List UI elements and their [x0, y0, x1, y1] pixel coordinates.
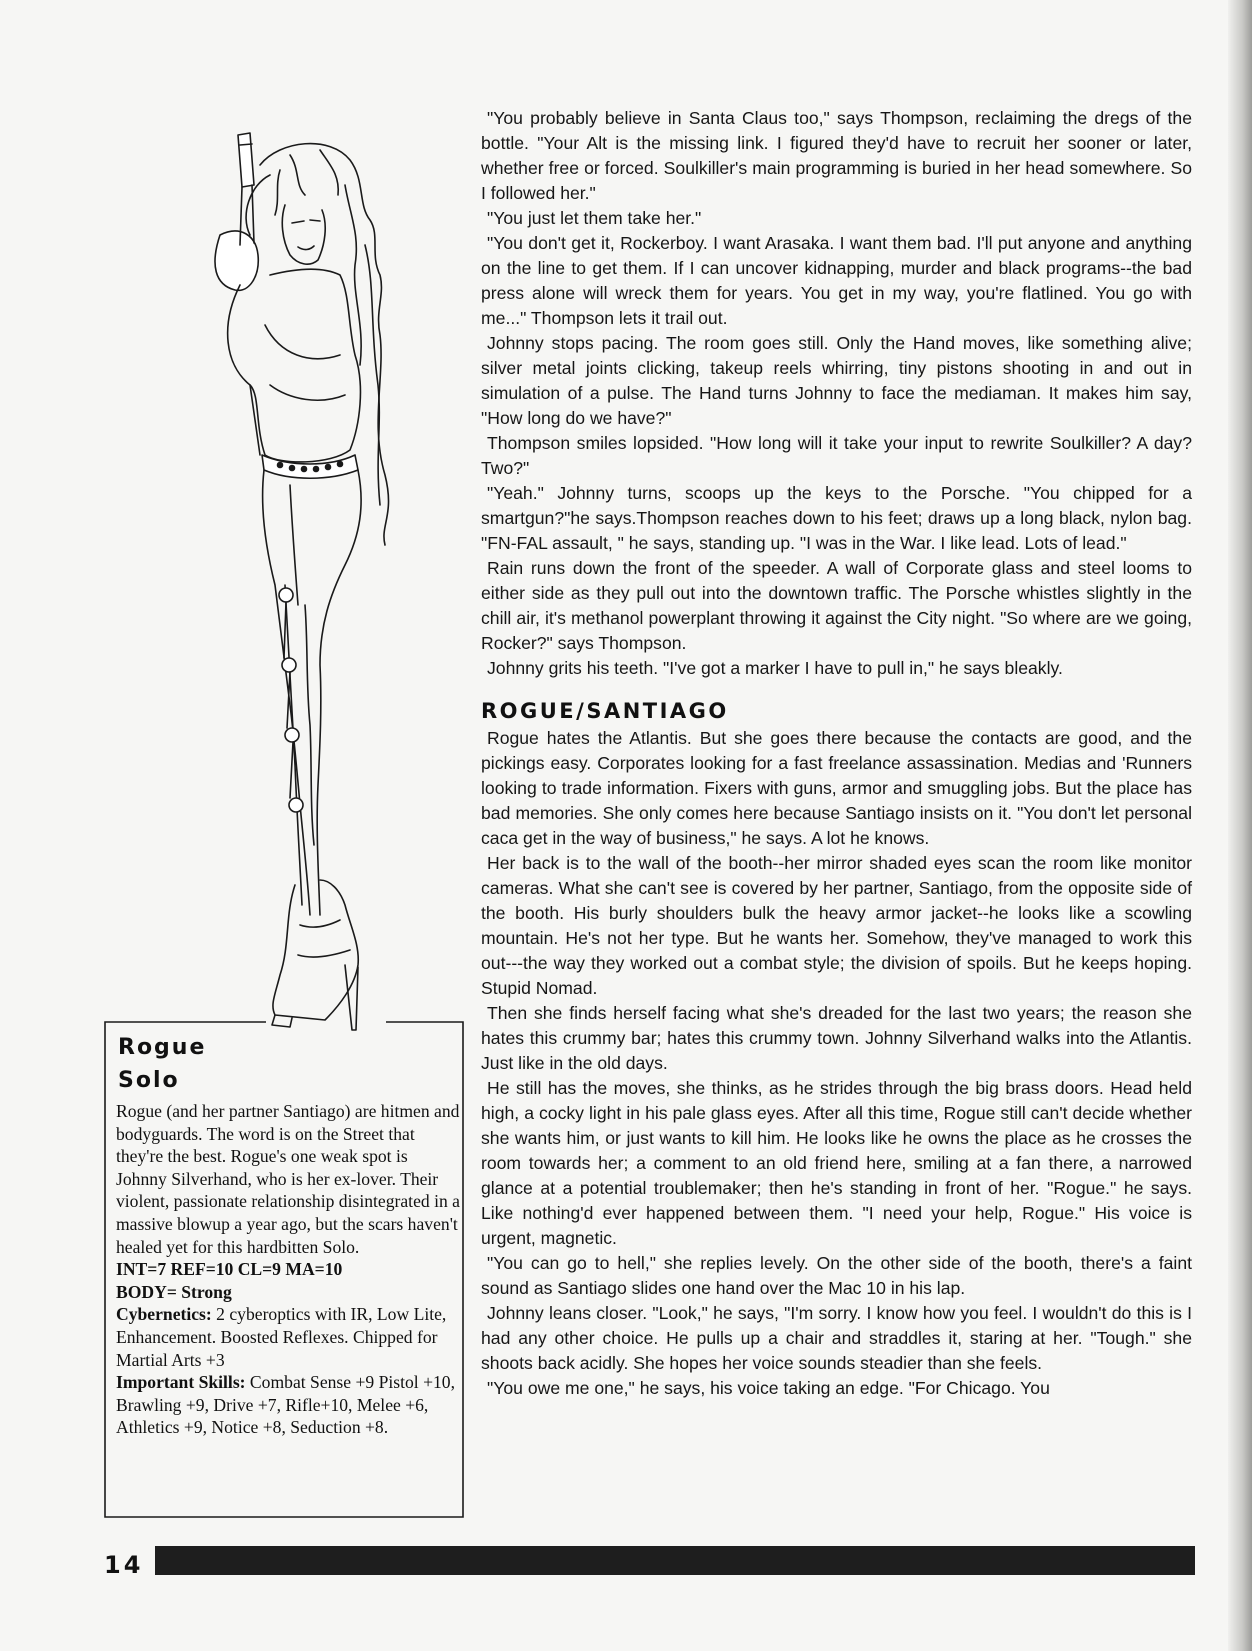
paragraph: "You owe me one," he says, his voice taking an edge. "For Chicago. You: [487, 1378, 1050, 1398]
paragraph: Thompson smiles lopsided. "How long will it take your input to rewrite Soulkiller? A day? Two?": [481, 433, 1192, 478]
paragraph: Johnny stops pacing. The room goes still. Only the Hand moves, like something alive; silver metal joints clicking, takeup reels whirring, tiny pistons shooting in and out in simulation of a pulse. The Hand turns Johnny to face the mediaman. It makes him say, "How long do we have?": [481, 333, 1192, 428]
paragraph: Her back is to the wall of the booth--her mirror shaded eyes scan the room like monitor cameras. What she can't see is covered by her partner, Santiago, from the opposite side of the booth. His burly shoulders bulk the heavy armor jacket--he looks like a scowling mountain. He's not her type. But he wants her. Somehow, they've managed to work this out---the way they worked out a combat style; the division of spoils. But he keeps hoping. Stupid Nomad.: [481, 853, 1192, 998]
character-stat-box: [104, 1021, 464, 1518]
section-heading: ROGUE/SANTIAGO: [481, 699, 729, 723]
page-edge-shadow: [1228, 0, 1252, 1651]
character-body: BODY= Strong: [116, 1281, 232, 1302]
character-stats: INT=7 REF=10 CL=9 MA=10: [116, 1259, 343, 1280]
paragraph: Johnny grits his teeth. "I've got a marker I have to pull in," he says bleakly.: [487, 658, 1063, 678]
paragraph: Rogue hates the Atlantis. But she goes there because the contacts are good, and the pickings easy. Corporates looking for a fast freelance assassination. Medias and 'Runners looking to trade information. Fixers with guns, armor and smuggling jobs. But the place has bad memories. She only comes here because Santiago insists on it. "You don't let personal caca get in the way of business," he says. A lot he knows.: [481, 728, 1192, 848]
paragraph: Rain runs down the front of the speeder. A wall of Corporate glass and steel looms to either side as they pull out into the downtown traffic. The Porsche whistles slightly in the chill air, it's methanol powerplant throwing it against the City night. "So where are we going, Rocker?" says Thompson.: [481, 558, 1192, 653]
paragraph: "Yeah." Johnny turns, scoops up the keys to the Porsche. "You chipped for a smartgun?"he says.Thompson reaches down to his feet; draws up a long black, nylon bag. "FN-FAL assault, " he says, standing up. "I was in the War. I like lead. Lots of lead.": [481, 483, 1192, 553]
cybernetics-text: 2 cyberoptics with IR, Low Lite, Enhancement. Boosted Reflexes. Chipped for Martial Arts +3: [116, 1304, 447, 1370]
character-role: Solo: [118, 1068, 180, 1093]
paragraph: "You just let them take her.": [487, 208, 702, 228]
footer-bar: [155, 1546, 1195, 1575]
skills-label: Important Skills:: [116, 1372, 246, 1393]
cybernetics-label: Cybernetics:: [116, 1304, 212, 1325]
paragraph: "You don't get it, Rockerboy. I want Arasaka. I want them bad. I'll put anyone and anything on the line to get them. If I can uncover kidnapping, murder and black programs--the bad press alone will wreck them for years. You get in my way, you're flatlined. You go with me..." Thompson lets it trail out.: [481, 233, 1192, 328]
page-number: 14: [104, 1551, 144, 1579]
character-description-block: [116, 1100, 462, 1439]
paragraph: "You probably believe in Santa Claus too," says Thompson, reclaiming the dregs of the bottle. "Your Alt is the missing link. I figured they'd have to recruit her sooner or later, whether free or forced. Soulkiller's main programming is buried in her head somewhere. So I followed her.": [481, 108, 1192, 203]
paragraph: "You can go to hell," she replies levely. On the other side of the booth, there's a faint sound as Santiago slides one hand over the Mac 10 in his lap.: [481, 1253, 1192, 1298]
paragraph: Then she finds herself facing what she's dreaded for the last two years; the reason she hates this crummy bar; hates this crummy town. Johnny Silverhand walks into the Atlantis. Just like in the old days.: [481, 1003, 1192, 1073]
character-description: Rogue (and her partner Santiago) are hitmen and bodyguards. The word is on the Street that they're the best. Rogue's one weak spot is Johnny Silverhand, who is her ex-lover. Their violent, passionate relationship disintegrated in a massive blowup a year ago, but the scars haven't healed yet for this hardbitten Solo.: [116, 1101, 460, 1257]
character-name: Rogue: [118, 1035, 207, 1060]
rogue-illustration: [180, 125, 480, 1080]
main-text-column: [481, 106, 1192, 1401]
paragraph: He still has the moves, she thinks, as he strides through the big brass doors. Head held high, a cocky light in his pale glass eyes. After all this time, Rogue still can't decide whether she wants him, or just wants to kill him. He looks like he owns the place as he crosses the room towards her; a comment to an old friend here, smiling at a fan there, a narrowed glance at a potential troublemaker; then he's standing in front of her. "Rogue." he says. Like nothing'd ever happened between them. "I need your help, Rogue." His voice is urgent, magnetic.: [481, 1078, 1192, 1248]
paragraph: Johnny leans closer. "Look," he says, "I'm sorry. I know how you feel. I wouldn't do this is I had any other choice. He pulls up a chair and straddles it, staring at her. "Tough." she shoots back acidly. She hopes her voice sounds steadier than she feels.: [481, 1303, 1192, 1373]
skills-text: Combat Sense +9 Pistol +10, Brawling +9, Drive +7, Rifle+10, Melee +6, Athletics +9, Notice +8, Seduction +8.: [116, 1372, 456, 1438]
